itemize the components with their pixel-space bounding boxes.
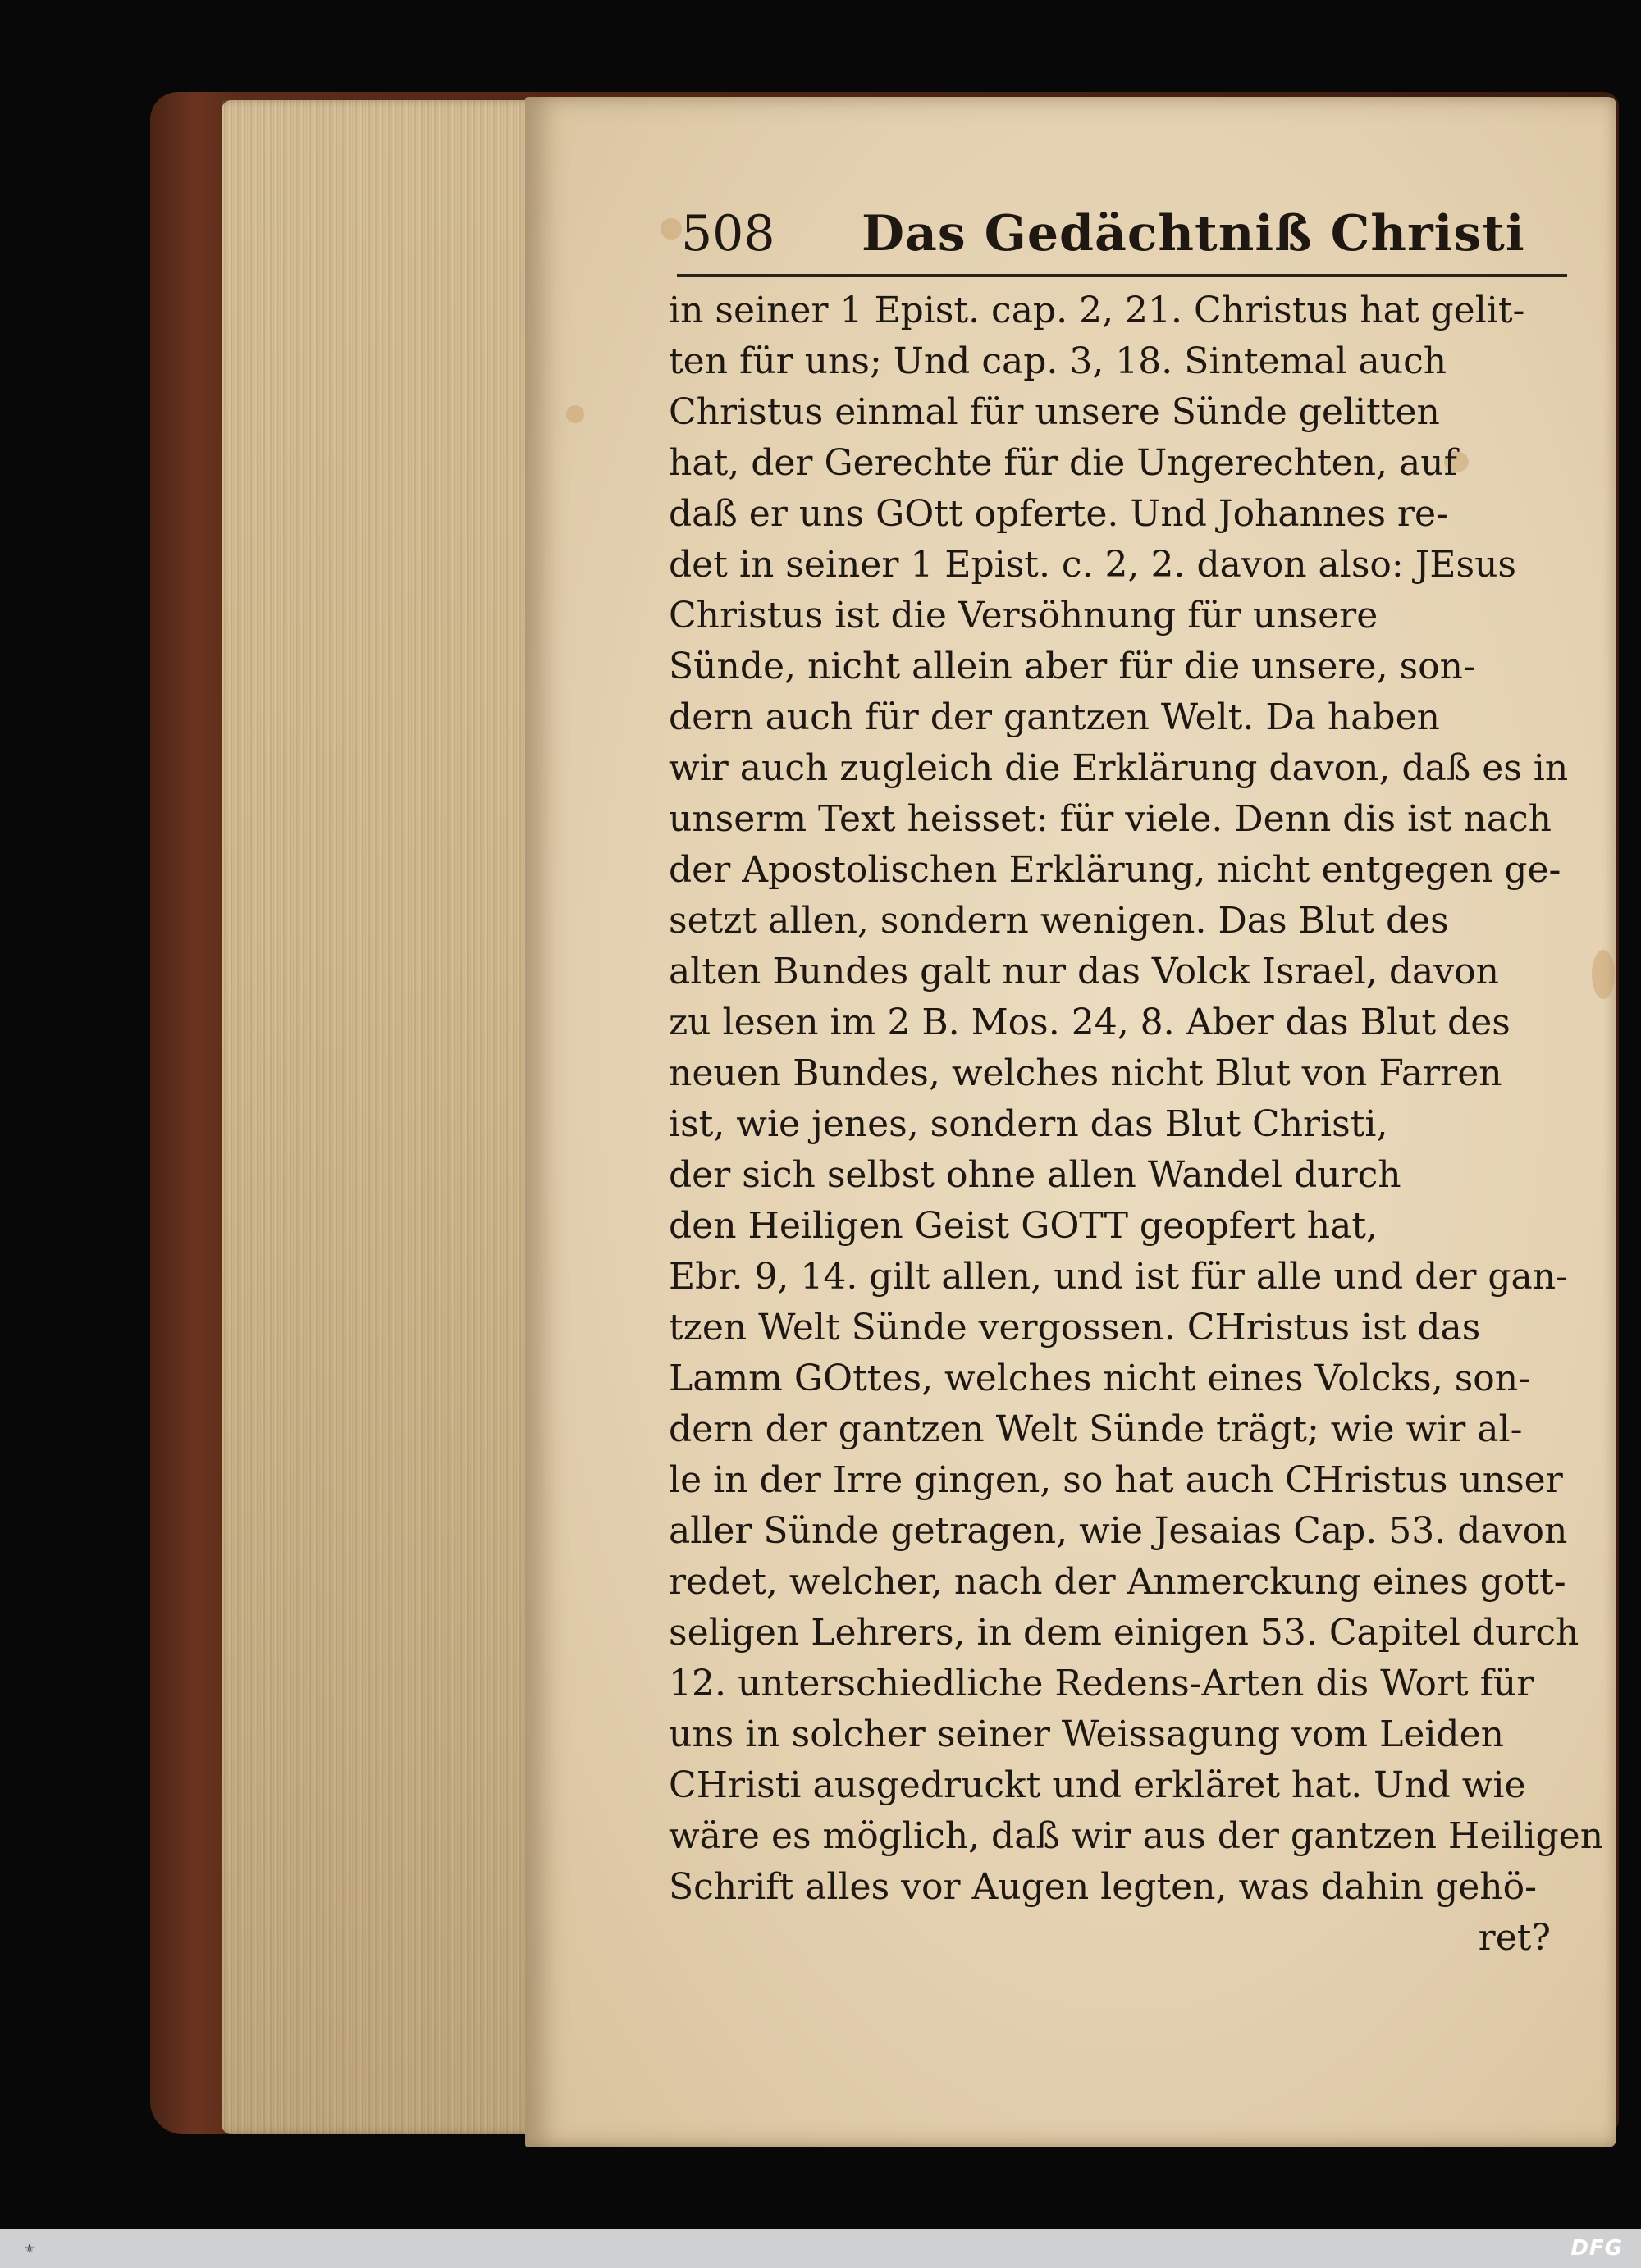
text-line: neuen Bundes, welches nicht Blut von Farren xyxy=(669,1052,1502,1094)
text-line: det in seiner 1 Epist. c. 2, 2. davon also: JEsus xyxy=(669,544,1516,586)
text-line: redet, welcher, nach der Anmerckung eines gott- xyxy=(669,1561,1566,1603)
text-line: Christus einmal für unsere Sünde gelitten xyxy=(669,391,1440,433)
text-line: aller Sünde getragen, wie Jesaias Cap. 53. davon xyxy=(669,1510,1568,1552)
text-line: unserm Text heisset: für viele. Denn dis ist nach xyxy=(669,798,1552,840)
library-logo-icon: ⚜ xyxy=(23,2240,36,2257)
paper-stain xyxy=(1592,950,1615,999)
viewer-footer-bar xyxy=(0,2229,1641,2268)
text-line: Sünde, nicht allein aber für die unsere, son- xyxy=(669,646,1475,687)
text-line: 12. unterschiedliche Redens-Arten dis Wort für xyxy=(669,1663,1534,1704)
text-line: setzt allen, sondern wenigen. Das Blut des xyxy=(669,900,1449,942)
header-rule xyxy=(677,274,1567,277)
dfg-logo: DFG xyxy=(1570,2236,1623,2261)
text-line: seligen Lehrers, in dem einigen 53. Capitel durch xyxy=(669,1612,1579,1654)
text-line: ten für uns; Und cap. 3, 18. Sintemal auch xyxy=(669,340,1447,382)
text-line: der sich selbst ohne allen Wandel durch xyxy=(669,1154,1401,1196)
text-line: dern auch für der gantzen Welt. Da haben xyxy=(669,696,1440,738)
text-line: ist, wie jenes, sondern das Blut Christi, xyxy=(669,1103,1388,1145)
text-line: den Heiligen Geist GOTT geopfert hat, xyxy=(669,1205,1378,1247)
text-line: wir auch zugleich die Erklärung davon, daß es in xyxy=(669,747,1569,789)
text-line: Christus ist die Versöhnung für unsere xyxy=(669,595,1378,637)
text-line: alten Bundes galt nur das Volck Israel, davon xyxy=(669,951,1499,993)
text-line: uns in solcher seiner Weissagung vom Leiden xyxy=(669,1714,1504,1755)
text-line: Ebr. 9, 14. gilt allen, und ist für alle und der gan- xyxy=(669,1256,1568,1298)
page-edges xyxy=(222,100,533,2134)
text-line: le in der Irre gingen, so hat auch CHristus unser xyxy=(669,1459,1563,1501)
page-number: 508 xyxy=(681,205,775,262)
library-logo xyxy=(7,2229,53,2268)
text-line: daß er uns GOtt opferte. Und Johannes re- xyxy=(669,493,1448,535)
page-body-text xyxy=(669,285,1604,1964)
text-line: dern der gantzen Welt Sünde trägt; wie wir al- xyxy=(669,1408,1523,1450)
text-line: Lamm GOttes, welches nicht eines Volcks, son- xyxy=(669,1358,1530,1399)
page-header xyxy=(681,197,1567,271)
paper-stain xyxy=(566,405,584,423)
text-line: wäre es möglich, daß wir aus der gantzen Heiligen xyxy=(669,1815,1604,1857)
catchword: ret? xyxy=(1478,1917,1551,1959)
text-line: in seiner 1 Epist. cap. 2, 21. Christus hat gelit- xyxy=(669,290,1525,331)
text-line: CHristi ausgedruckt und erkläret hat. Und wie xyxy=(669,1764,1526,1806)
text-line: Schrift alles vor Augen legten, was dahin gehö- xyxy=(669,1866,1537,1908)
paper-stain xyxy=(661,218,682,240)
text-line: tzen Welt Sünde vergossen. CHristus ist das xyxy=(669,1307,1481,1348)
text-line: hat, der Gerechte für die Ungerechten, auf xyxy=(669,442,1457,484)
text-line: zu lesen im 2 B. Mos. 24, 8. Aber das Blut des xyxy=(669,1002,1511,1043)
text-line: der Apostolischen Erklärung, nicht entgegen ge- xyxy=(669,849,1561,891)
running-title: Das Gedächtniß Christi xyxy=(862,205,1525,262)
